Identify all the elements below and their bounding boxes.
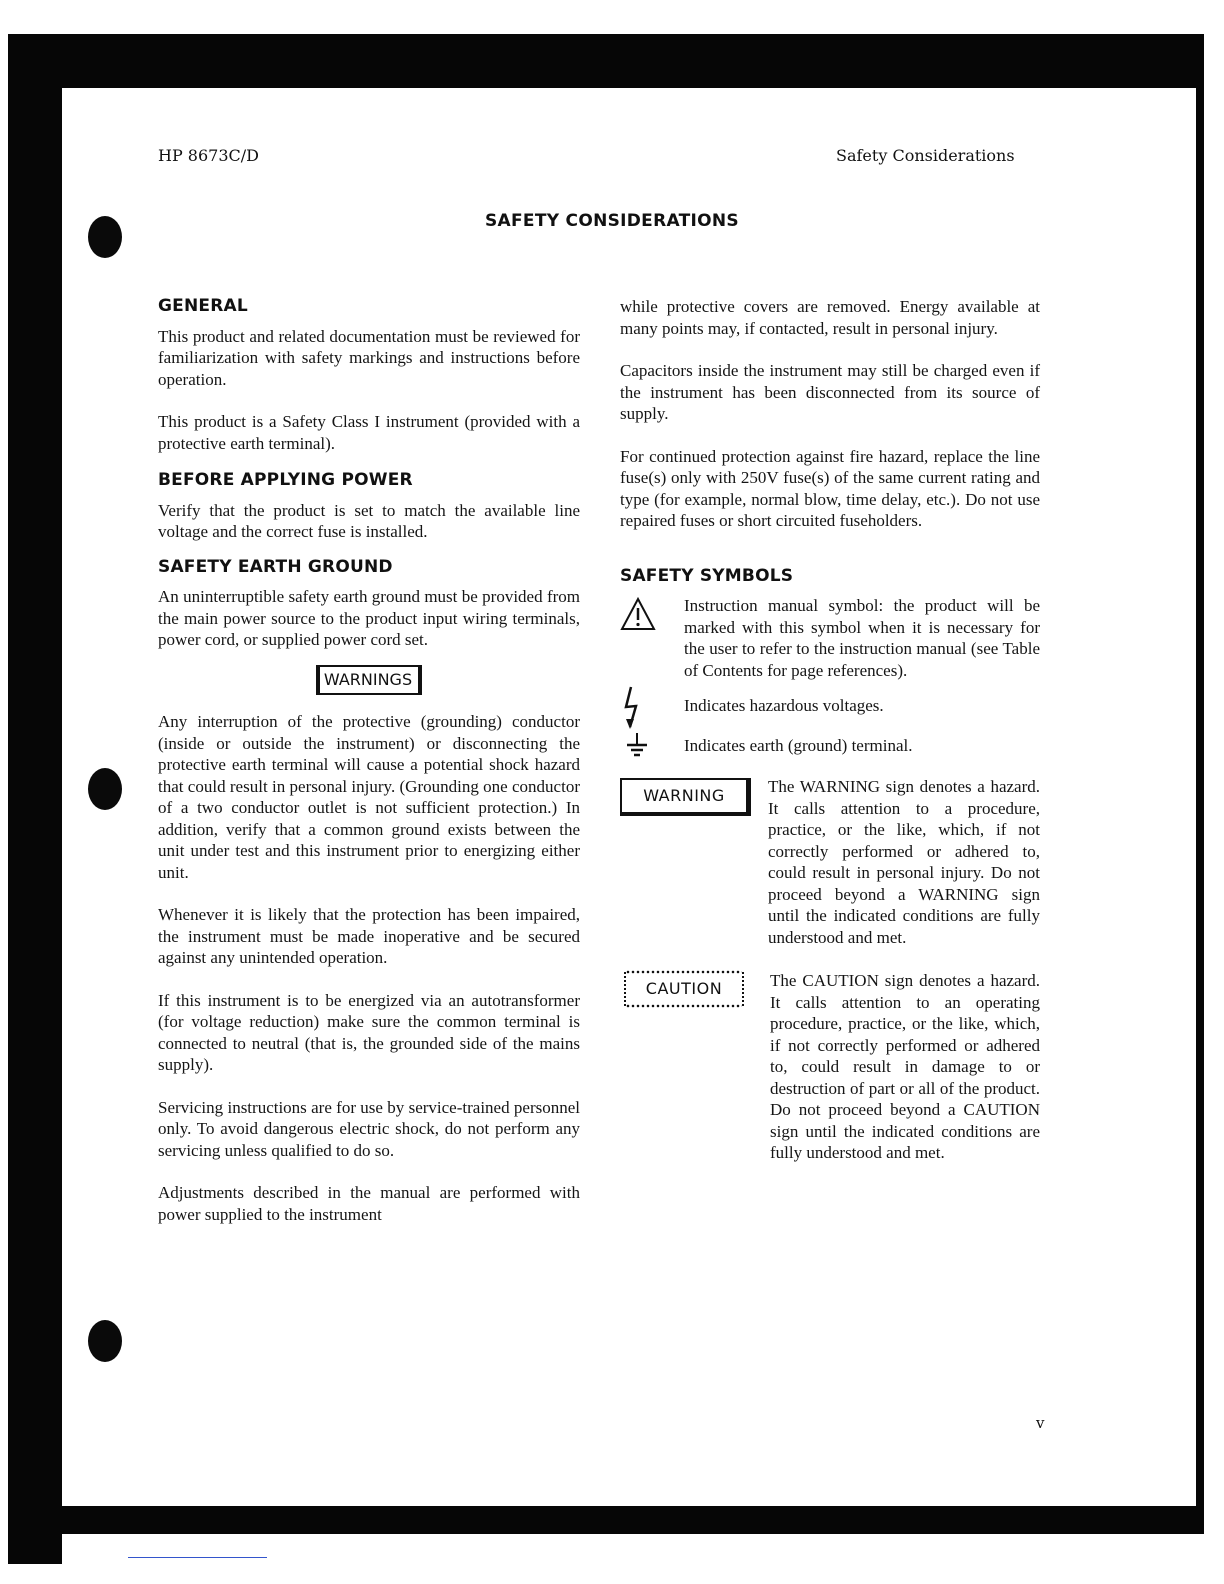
scan-border-top [8, 34, 1204, 88]
warnings-paragraph-3: If this instrument is to be energized via an autotransformer (for voltage reduction) make sure the common terminal is connected to neutral (that is, the grounded side of the mains supply). [158, 990, 580, 1074]
right-paragraph-3: For continued protection against fire hazard, replace the line fuse(s) only with 250V fuse(s) of the same current rating and type (for example, normal blow, time delay, etc.). Do not use repaired fuses or short circuited fuseholders. [620, 446, 1040, 530]
caution-symbol-text: The CAUTION sign denotes a hazard. It calls attention to an operating procedure, practice, or the like, which, if not correctly performed or adhered to, could result in damage to or destruction of part or all of the product. Do not proceed beyond a CAUTION sign until the indicated conditions are fully understood and met. [770, 971, 1040, 1162]
earth-symbol-text: Indicates earth (ground) terminal. [684, 735, 913, 755]
right-paragraph-2: Capacitors inside the instrument may still be charged even if the instrument has been disconnected from its source of supply. [620, 361, 1040, 423]
page-title: SAFETY CONSIDERATIONS [485, 211, 739, 231]
caution-label-box: CAUTION [624, 972, 744, 1006]
left-column [158, 296, 580, 1246]
earth-ground-icon [626, 733, 648, 763]
warnings-paragraph-5: Adjustments described in the manual are performed with power supplied to the instrument [158, 1183, 580, 1224]
general-heading: GENERAL [158, 296, 248, 316]
right-paragraph-1: while protective covers are removed. Energy available at many points may, if contacted, result in personal injury. [620, 297, 1040, 338]
header-section: Safety Considerations [836, 146, 1015, 165]
warnings-paragraph-4: Servicing instructions are for use by service-trained personnel only. To avoid dangerous electric shock, do not perform any servicing unless qualified to do so. [158, 1097, 580, 1160]
warning-triangle-icon [620, 597, 656, 637]
symbol-voltage-row [620, 695, 1040, 717]
scan-border-left [8, 34, 62, 1564]
before-power-paragraph: Verify that the product is set to match the available line voltage and the correct fuse is installed. [158, 500, 580, 541]
warnings-paragraph-2: Whenever it is likely that the protection has been impaired, the instrument must be made inoperative and be secured against any unintended operation. [158, 905, 580, 967]
warning-symbol-text: The WARNING sign denotes a hazard. It calls attention to a procedure, practice, or the like, which, if not correctly performed or adhered to, could result in personal injury. Do not proceed beyond a WARNING sign until the indicated conditions are fully understood and met. [768, 777, 1040, 947]
scan-mark-line [128, 1557, 267, 1558]
voltage-symbol-text: Indicates hazardous voltages. [684, 696, 884, 715]
right-column [620, 296, 1040, 1164]
scan-border-bottom [8, 1506, 1204, 1534]
earth-ground-heading: SAFETY EARTH GROUND [158, 556, 393, 577]
header-model: HP 8673C/D [158, 146, 259, 165]
symbol-manual-row [620, 595, 1040, 681]
earth-ground-paragraph: An uninterruptible safety earth ground must be provided from the main power source to the product input wiring terminals, power cord, or supplied power cord set. [158, 587, 580, 649]
general-paragraph-1: This product and related documentation must be reviewed for familiarization with safety markings and instructions before operation. [158, 326, 580, 389]
binder-hole-middle [88, 768, 122, 810]
symbol-warning-row [620, 776, 1040, 948]
safety-symbols-heading: SAFETY SYMBOLS [620, 565, 794, 586]
lightning-icon [622, 685, 640, 737]
manual-symbol-text: Instruction manual symbol: the product will be marked with this symbol when it is necessary for the user to refer to the instruction manual (see Table of Contents for page references). [684, 596, 1040, 680]
symbol-earth-row [620, 735, 1040, 757]
warning-label-box: WARNING [620, 778, 751, 816]
warnings-paragraph-1: Any interruption of the protective (grounding) conductor (inside or outside the instrument) or disconnecting the protective earth terminal will cause a potential shock hazard that could result in personal injury. (Grounding one conductor of a two conductor outlet is not sufficient protection.) In addition, verify that a common ground exists between the unit under test and this instrument prior to energizing either unit. [158, 712, 580, 882]
binder-hole-bottom [88, 1320, 122, 1362]
general-paragraph-2: This product is a Safety Class I instrument (provided with a protective earth terminal). [158, 412, 580, 453]
page-number: v [1036, 1414, 1045, 1432]
symbol-caution-row [620, 970, 1040, 1164]
warnings-label: WARNINGS [316, 665, 422, 696]
before-power-heading: BEFORE APPLYING POWER [158, 470, 413, 490]
scan-border-right [1196, 34, 1204, 1534]
